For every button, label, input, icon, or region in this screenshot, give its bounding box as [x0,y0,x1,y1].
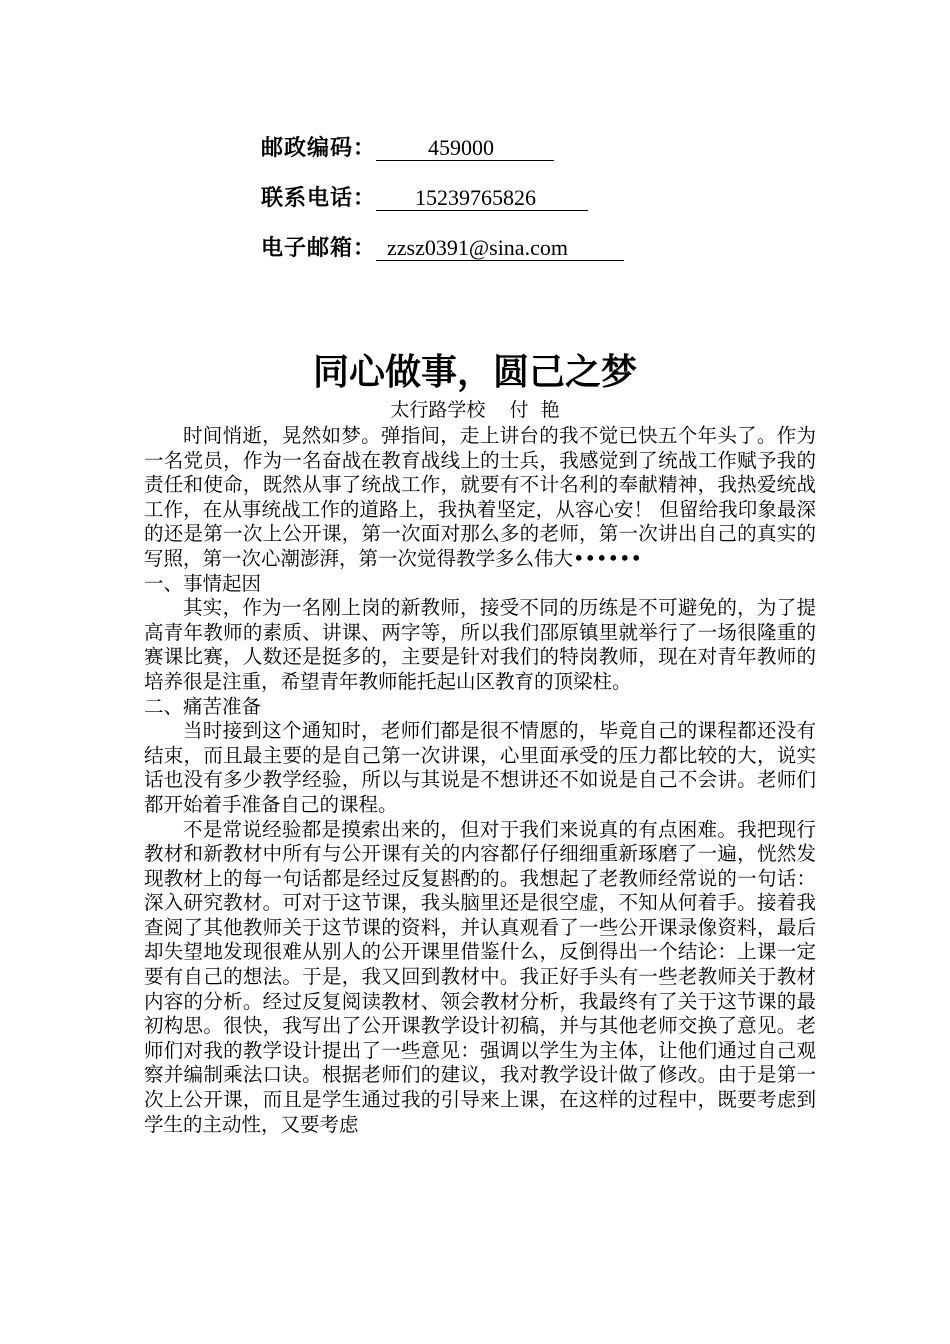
paragraph-notice: 当时接到这个通知时，老师们都是很不情愿的，毕竟自己的课程都还没有结束，而且最主要的是自己第一次讲课，心里面承受的压力都比较的大，说实话也没有多少教学经验，所以与其说是不想讲还不如说是自己不会讲。老师们都开始着手准备自己的课程。 [144,719,816,816]
email-row [261,234,624,264]
postal-code-value: 459000 [376,136,554,161]
article-byline: 太行路学校 付 艳 [390,399,560,421]
postal-code-label: 邮政编码： [261,136,377,161]
section-heading-cause: 一、事情起因 [144,571,262,595]
email-label: 电子邮箱： [261,236,377,261]
paragraph-preparation: 不是常说经验都是摸索出来的，但对于我们来说真的有点困难。我把现行教材和新教材中所有与公开课有关的内容都仔仔细细重新琢磨了一遍，恍然发现教材上的每一句话都是经过反复斟酌的。我想起了老教师经常说的一句话：深入研究教材。可对于这节课，我头脑里还是很空虚，不知从何着手。接着我查阅了其他教师关于这节课的资料，并认真观看了一些公开课录像资料，最后却失望地发现很难从别人的公开课里借鉴什么，反倒得出一个结论：上课一定要有自己的想法。于是，我又回到教材中。我正好手头有一些老教师关于教材内容的分析。经过反复阅读教材、领会教材分析，我最终有了关于这节课的最初构思。很快，我写出了公开课教学设计初稿，并与其他老师交换了意见。老师们对我的教学设计提出了一些意见：强调以学生为主体，让他们通过自己观察并编制乘法口诀。根据老师们的建议，我对教学设计做了修改。由于是第一次上公开课，而且是学生通过我的引导来上课，在这样的过程中，既要考虑到学生的主动性，又要考虑 [144,817,816,1136]
email-value: zzsz0391@sina.com [376,236,624,261]
paragraph-intro: 时间悄逝，晃然如梦。弹指间，走上讲台的我不觉已快五个年头了。作为一名党员，作为一名奋战在教育战线上的士兵，我感觉到了统战工作赋予我的责任和使命，既然从事了统战工作，就要有不计名利的奉献精神，我热爱统战工作，在从事统战工作的道路上，我执着坚定，从容心安！ 但留给我印象最深的还是第一次上公开课，第一次面对那么多的老师，第一次讲出自己的真实的写照，第一次心潮澎湃，第一次觉得教学多么伟大•••••• [144,424,816,570]
article-title: 同心做事，圆己之梦 [312,352,637,393]
phone-row [261,184,588,214]
postal-code-row [261,134,554,164]
phone-label: 联系电话： [261,186,377,211]
phone-value: 15239765826 [376,186,588,211]
article-body [144,424,816,1137]
paragraph-cause: 其实，作为一名刚上岗的新教师，接受不同的历练是不可避免的，为了提高青年教师的素质、讲课、两字等，所以我们邵原镇里就举行了一场很隆重的赛课比赛，人数还是挺多的，主要是针对我们的特岗教师，现在对青年教师的培养很是注重，希望青年教师能托起山区教育的顶梁柱。 [144,596,816,693]
section-heading-preparation: 二、痛苦准备 [144,694,262,718]
